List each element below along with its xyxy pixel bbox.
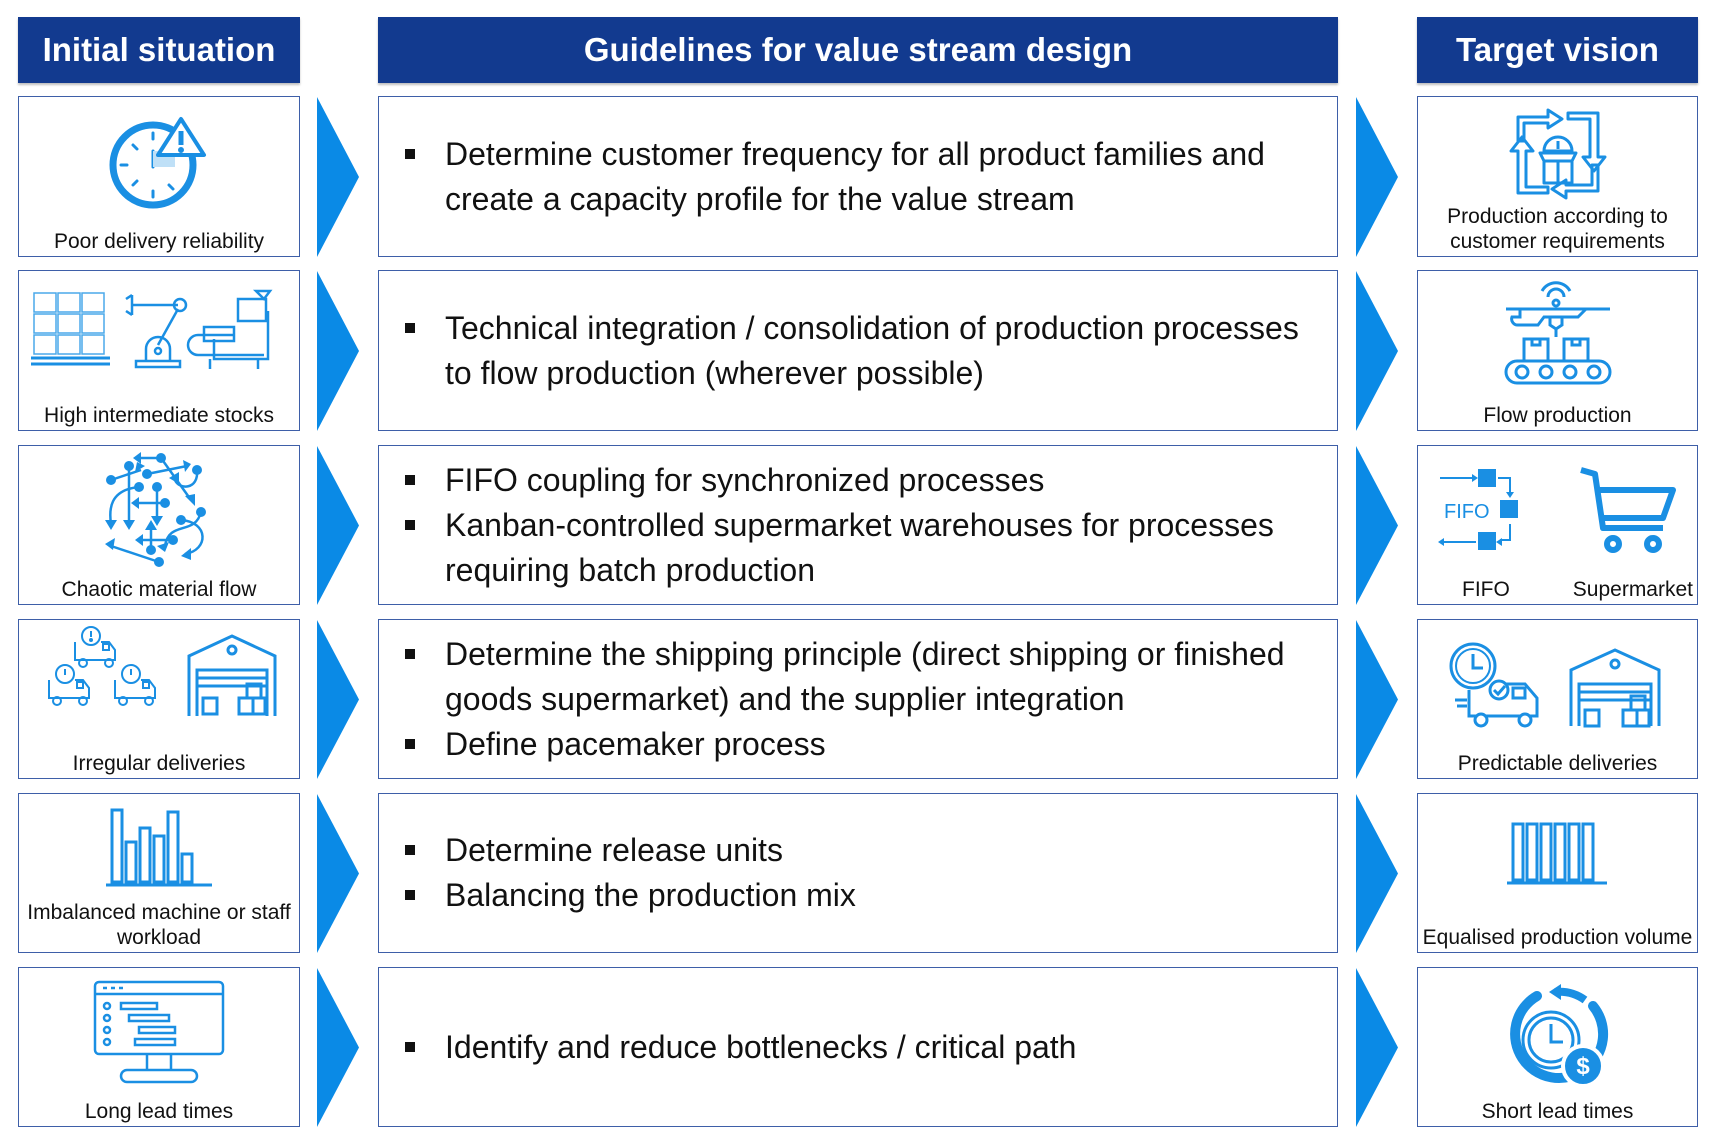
initial-label: Irregular deliveries bbox=[72, 752, 246, 775]
target-card-2 bbox=[1417, 270, 1698, 431]
svg-text:FIFO: FIFO bbox=[1443, 501, 1490, 523]
initial-label: Chaotic material flow bbox=[61, 578, 257, 601]
target-label-fifo: FIFO bbox=[1462, 578, 1510, 601]
target-card-6 bbox=[1417, 967, 1698, 1127]
guideline-card-2 bbox=[378, 270, 1338, 431]
target-label: Predictable deliveries bbox=[1457, 752, 1658, 775]
target-card-1 bbox=[1417, 96, 1698, 257]
target-label: Production according to customer requirements bbox=[1447, 205, 1668, 253]
arrow-right-icon bbox=[1356, 97, 1398, 257]
guideline-bullet: Determine the shipping principle (direct shipping or finished goods supermarket) and the supplier integration bbox=[405, 632, 1317, 722]
guideline-bullet: FIFO coupling for synchronized processes bbox=[405, 458, 1317, 503]
uneven-bars-icon bbox=[19, 808, 299, 888]
arrow-right-icon bbox=[317, 620, 359, 779]
target-label: Equalised production volume bbox=[1422, 926, 1693, 949]
target-card-5 bbox=[1417, 793, 1698, 953]
svg-text:$: $ bbox=[1575, 1053, 1590, 1080]
target-card-3 bbox=[1417, 445, 1698, 605]
target-label: Short lead times bbox=[1481, 1100, 1634, 1123]
clock-warning-icon bbox=[19, 111, 299, 211]
initial-label: High intermediate stocks bbox=[44, 404, 274, 427]
guideline-card-4 bbox=[378, 619, 1338, 779]
arrow-right-icon bbox=[317, 271, 359, 431]
target-label-supermarket: Supermarket bbox=[1572, 578, 1693, 601]
initial-label: Imbalanced machine or staff workload bbox=[27, 901, 291, 949]
guideline-card-1 bbox=[378, 96, 1338, 257]
guideline-bullet: Determine customer frequency for all product families and create a capacity profile for the value stream bbox=[405, 132, 1317, 222]
target-label: Flow production bbox=[1483, 404, 1632, 427]
guideline-bullet: Balancing the production mix bbox=[405, 873, 1317, 918]
guideline-bullet: Define pacemaker process bbox=[405, 722, 1317, 767]
chaotic-arrows-icon bbox=[19, 450, 299, 570]
header-initial-situation: Initial situation bbox=[18, 17, 300, 83]
arrow-right-icon bbox=[1356, 968, 1398, 1127]
monitor-gantt-icon bbox=[19, 978, 299, 1088]
guideline-card-3 bbox=[378, 445, 1338, 605]
initial-card-1 bbox=[18, 96, 300, 257]
clock-cycle-dollar-icon bbox=[1418, 984, 1697, 1094]
guideline-bullet: Kanban-controlled supermarket warehouses for processes requiring batch production bbox=[405, 503, 1317, 593]
shopping-cart-icon bbox=[1577, 466, 1677, 556]
arrow-right-icon bbox=[317, 968, 359, 1127]
initial-label: Long lead times bbox=[84, 1100, 234, 1123]
arrow-right-icon bbox=[1356, 271, 1398, 431]
guideline-bullet: Determine release units bbox=[405, 828, 1317, 873]
arrow-right-icon bbox=[317, 794, 359, 953]
initial-card-6 bbox=[18, 967, 300, 1127]
trucks-warning-warehouse-icon bbox=[19, 626, 299, 722]
conveyor-drone-icon bbox=[1418, 281, 1697, 387]
arrow-right-icon bbox=[1356, 794, 1398, 953]
guideline-card-6 bbox=[378, 967, 1338, 1127]
guideline-bullet: Identify and reduce bottlenecks / critical path bbox=[405, 1025, 1317, 1070]
initial-card-5 bbox=[18, 793, 300, 953]
arrow-right-icon bbox=[317, 97, 359, 257]
initial-label: Poor delivery reliability bbox=[53, 230, 265, 253]
initial-card-3 bbox=[18, 445, 300, 605]
initial-card-2 bbox=[18, 270, 300, 431]
header-guidelines: Guidelines for value stream design bbox=[378, 17, 1338, 83]
target-card-4 bbox=[1417, 619, 1698, 779]
pallet-robot-machine-icon bbox=[19, 289, 299, 373]
header-target-vision: Target vision bbox=[1417, 17, 1698, 83]
arrow-right-icon bbox=[317, 446, 359, 605]
even-bars-icon bbox=[1418, 822, 1697, 886]
cycle-box-clock-icon bbox=[1418, 105, 1697, 201]
fifo-icon bbox=[1438, 466, 1538, 556]
guideline-card-5 bbox=[378, 793, 1338, 953]
guideline-bullet: Technical integration / consolidation of production processes to flow production (wherever possible) bbox=[405, 306, 1317, 396]
arrow-right-icon bbox=[1356, 620, 1398, 779]
fifo-cart-icon bbox=[1418, 466, 1697, 556]
arrow-right-icon bbox=[1356, 446, 1398, 605]
truck-clock-warehouse-icon bbox=[1418, 640, 1697, 730]
initial-card-4 bbox=[18, 619, 300, 779]
